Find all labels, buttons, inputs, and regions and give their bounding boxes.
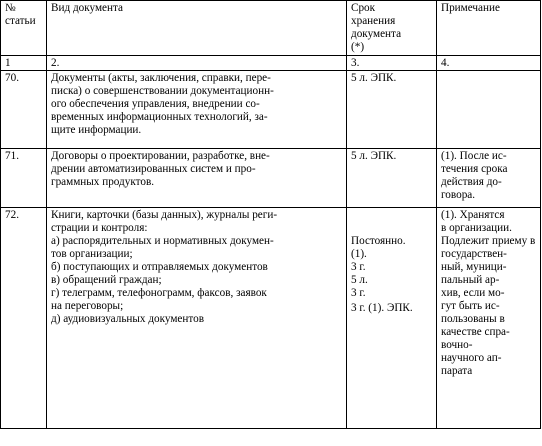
note-line: течения срока xyxy=(441,163,508,175)
note-line: в организации. xyxy=(441,222,512,234)
note-line: (1). После ис- xyxy=(441,150,507,162)
document-type-line: тов организации; xyxy=(51,248,133,260)
table-row xyxy=(1,149,541,208)
column-number-1: 1 xyxy=(1,56,47,71)
note-line: хив, если мо- xyxy=(441,287,505,299)
document-type-line: в) обращений граждан; xyxy=(51,274,162,286)
retention-term-cell xyxy=(347,208,437,429)
header-document-type-label: Вид документа xyxy=(51,2,123,14)
header-note xyxy=(437,1,541,56)
table-header-row xyxy=(1,1,541,56)
article-number: 72. xyxy=(1,208,47,429)
document-type-line: а) распорядительных и нормативных докумен- xyxy=(51,235,274,247)
document-type-line: граммных продуктов. xyxy=(51,176,155,188)
retention-term-spacer xyxy=(351,209,432,235)
document-type-line: Документы (акты, заключения, справки, пере- xyxy=(51,72,271,84)
table-row xyxy=(1,208,541,429)
document-type-line: дрении автоматизированных систем и про- xyxy=(51,163,256,175)
note-line: гут быть ис- xyxy=(441,300,500,312)
column-numbering-row xyxy=(1,56,541,71)
note-cell xyxy=(437,208,541,429)
document-type-line: страции и контроля: xyxy=(51,222,148,234)
header-note-label: Примечание xyxy=(441,2,500,14)
retention-term-line: 3 г. xyxy=(351,287,366,299)
note-cell xyxy=(437,149,541,208)
document-type-cell xyxy=(47,71,347,149)
note-line: вочно- xyxy=(441,339,473,351)
retention-term-line: 3 г. (1). ЭПК. xyxy=(351,302,413,314)
note-line: пользованы в xyxy=(441,313,505,325)
retention-term-line: (1). xyxy=(351,248,367,260)
article-number: 70. xyxy=(1,71,47,149)
note-line: действия до- xyxy=(441,176,502,188)
retention-term-line: Постоянно. xyxy=(351,235,406,247)
document-type-line: временных информационных технологий, за- xyxy=(51,111,268,123)
header-retention-term-line-2: хранения xyxy=(351,15,396,27)
header-article-number xyxy=(1,1,47,56)
header-article-number-line-1: № xyxy=(5,2,16,14)
note-line: ный, муници- xyxy=(441,261,507,273)
document-type-cell xyxy=(47,149,347,208)
retention-term-cell xyxy=(347,149,437,208)
note-line: парата xyxy=(441,365,473,377)
note-line: качестве спра- xyxy=(441,326,510,338)
document-type-line: писка) о совершенствовании документационн- xyxy=(51,85,274,97)
column-number-2: 2. xyxy=(47,56,347,71)
column-number-4: 4. xyxy=(437,56,541,71)
header-retention-term-line-3: документа xyxy=(351,28,402,40)
header-retention-term xyxy=(347,1,437,56)
note-line: пальный ар- xyxy=(441,274,500,286)
note-line: научного ап- xyxy=(441,352,502,364)
document-type-line: д) аудиовизуальных документов xyxy=(51,313,204,325)
note-line: Подлежит приему в xyxy=(441,235,536,247)
document-type-line: щите информации. xyxy=(51,124,142,136)
article-number: 71. xyxy=(1,149,47,208)
document-type-line: Книги, карточки (базы данных), журналы реги- xyxy=(51,209,278,221)
header-article-number-line-2: статьи xyxy=(5,15,36,27)
header-document-type xyxy=(47,1,347,56)
retention-term-line: 5 л. xyxy=(351,274,368,286)
document-type-line: г) телеграмм, телефонограмм, факсов, заявок xyxy=(51,287,267,299)
retention-term-line: 3 г. xyxy=(351,261,366,273)
document-type-line: ого обеспечения управления, внедрении со- xyxy=(51,98,260,110)
note-cell xyxy=(437,71,541,149)
table-row xyxy=(1,71,541,149)
column-number-3: 3. xyxy=(347,56,437,71)
header-retention-term-line-4: (*) xyxy=(351,41,365,53)
header-retention-term-line-1: Срок xyxy=(351,2,376,14)
note-line: говора. xyxy=(441,189,476,201)
document-type-line: на переговоры; xyxy=(51,300,124,312)
retention-term-line: 5 л. ЭПК. xyxy=(351,150,397,162)
retention-term-cell xyxy=(347,71,437,149)
document-type-line: Договоры о проектировании, разработке, вне- xyxy=(51,150,270,162)
document-type-line: б) поступающих и отправляемых документов xyxy=(51,261,268,273)
note-line: (1). Хранятся xyxy=(441,209,505,221)
retention-term-line: 5 л. ЭПК. xyxy=(351,72,397,84)
document-type-cell xyxy=(47,208,347,429)
note-line: государствен- xyxy=(441,248,507,260)
